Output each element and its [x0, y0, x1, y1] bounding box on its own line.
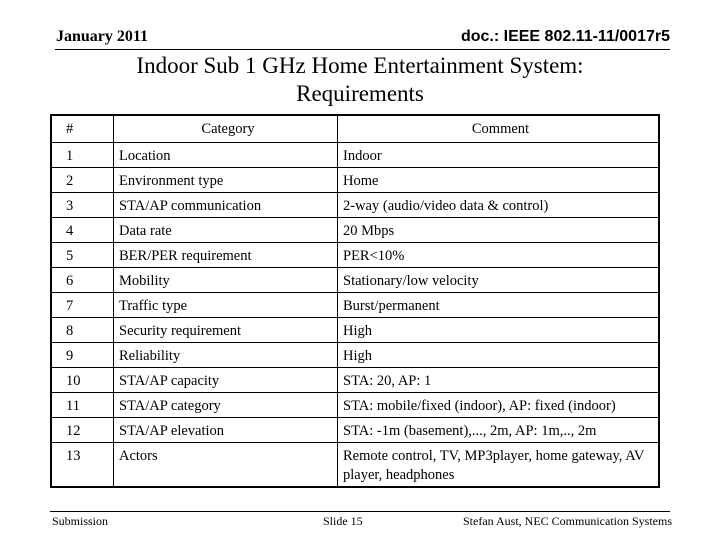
slide-title-line-2: Requirements	[296, 81, 424, 106]
row-number: 11	[51, 393, 114, 418]
row-category: Traffic type	[114, 293, 338, 318]
row-comment: 2-way (audio/video data & control)	[338, 193, 660, 218]
table-row	[51, 168, 659, 193]
row-category: Location	[114, 143, 338, 168]
footer-submission: Submission	[52, 514, 109, 528]
table-row	[51, 293, 659, 318]
row-category: BER/PER requirement	[114, 243, 338, 268]
row-comment: Burst/permanent	[338, 293, 660, 318]
row-category: STA/AP category	[114, 393, 338, 418]
table-row	[51, 418, 659, 443]
row-category: STA/AP communication	[114, 193, 338, 218]
table-header-row	[51, 115, 659, 143]
table-row	[51, 368, 659, 393]
row-number: 8	[51, 318, 114, 343]
table-row	[51, 218, 659, 243]
row-number: 6	[51, 268, 114, 293]
column-header-comment: Comment	[338, 115, 660, 143]
table-row	[51, 443, 659, 487]
row-number: 3	[51, 193, 114, 218]
row-comment: Remote control, TV, MP3player, home gateway, AV player, headphones	[338, 443, 660, 487]
row-category: Reliability	[114, 343, 338, 368]
slide-title-line-1: Indoor Sub 1 GHz Home Entertainment System:	[136, 53, 584, 78]
table-row	[51, 143, 659, 168]
table-row	[51, 268, 659, 293]
row-comment: 20 Mbps	[338, 218, 660, 243]
row-category: STA/AP elevation	[114, 418, 338, 443]
row-comment: Stationary/low velocity	[338, 268, 660, 293]
row-comment: STA: -1m (basement),..., 2m, AP: 1m,.., 2m	[338, 418, 660, 443]
row-comment: STA: mobile/fixed (indoor), AP: fixed (indoor)	[338, 393, 660, 418]
header-rule	[55, 49, 670, 50]
table-row	[51, 193, 659, 218]
table-row	[51, 243, 659, 268]
row-comment: Home	[338, 168, 660, 193]
row-number: 4	[51, 218, 114, 243]
row-number: 5	[51, 243, 114, 268]
row-category: STA/AP capacity	[114, 368, 338, 393]
slide-title	[0, 52, 720, 108]
row-number: 13	[51, 443, 114, 487]
header-doc-id: doc.: IEEE 802.11-11/0017r5	[460, 28, 670, 45]
row-category: Actors	[114, 443, 338, 487]
row-comment: High	[338, 318, 660, 343]
row-number: 7	[51, 293, 114, 318]
row-comment: PER<10%	[338, 243, 660, 268]
table-row	[51, 393, 659, 418]
table-row	[51, 343, 659, 368]
row-comment: High	[338, 343, 660, 368]
row-number: 2	[51, 168, 114, 193]
row-category: Security requirement	[114, 318, 338, 343]
row-comment: Indoor	[338, 143, 660, 168]
column-header-category: Category	[114, 115, 338, 143]
row-number: 10	[51, 368, 114, 393]
column-header-number: #	[51, 115, 114, 143]
footer-slide-number: Slide 15	[323, 514, 363, 528]
footer-rule	[50, 511, 670, 512]
footer-author: Stefan Aust, NEC Communication Systems	[463, 514, 672, 528]
row-comment: STA: 20, AP: 1	[338, 368, 660, 393]
requirements-table	[50, 114, 660, 488]
row-category: Data rate	[114, 218, 338, 243]
row-number: 9	[51, 343, 114, 368]
row-category: Mobility	[114, 268, 338, 293]
table-row	[51, 318, 659, 343]
row-category: Environment type	[114, 168, 338, 193]
row-number: 12	[51, 418, 114, 443]
header-date: January 2011	[56, 28, 149, 45]
row-number: 1	[51, 143, 114, 168]
